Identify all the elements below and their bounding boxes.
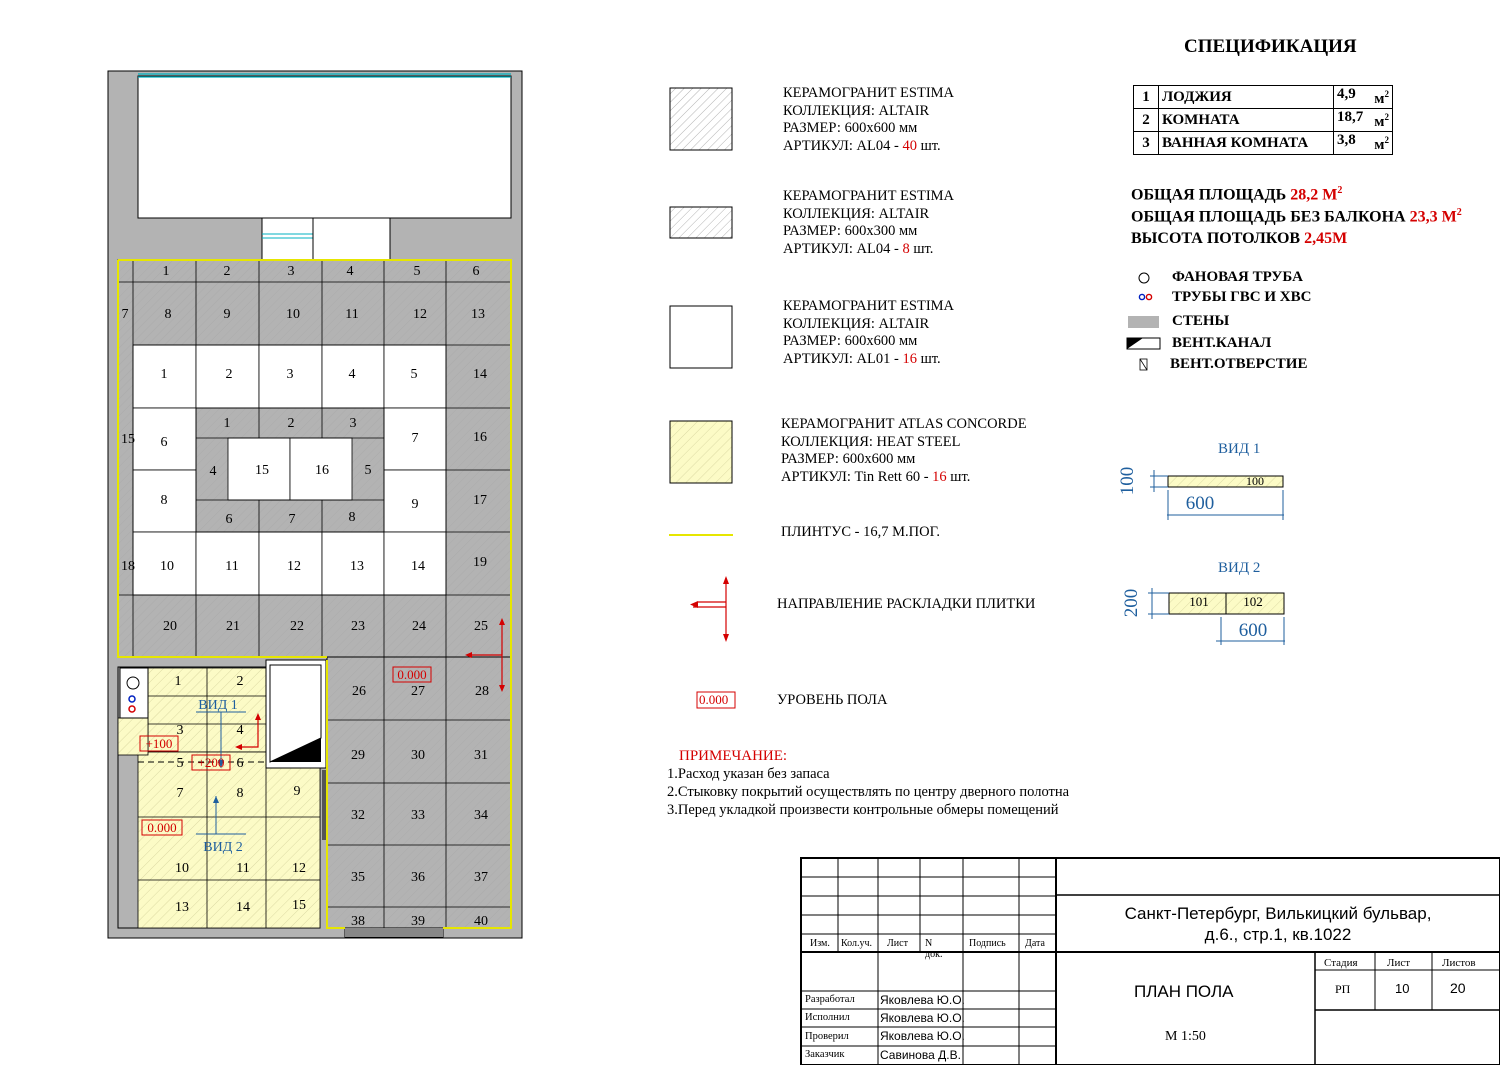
view1-width: 600 bbox=[1185, 493, 1215, 514]
plan-corr-34: 34 bbox=[474, 808, 488, 823]
spec-sup: 2 bbox=[1384, 135, 1389, 145]
plan-inner-top-2: 2 bbox=[287, 416, 295, 431]
cold-pipe-icon bbox=[1146, 294, 1151, 299]
plan-bath-view2: ВИД 2 bbox=[203, 840, 243, 855]
plan-row1-6: 6 bbox=[472, 264, 480, 279]
plan-row2-3: 10 bbox=[286, 307, 300, 322]
plan-inner-top-3: 3 bbox=[349, 416, 357, 431]
plan-inner-bot-1: 6 bbox=[225, 512, 233, 527]
plan-corr-38: 38 bbox=[351, 914, 365, 929]
plan-bath-1: 1 bbox=[174, 674, 182, 689]
tile1-brand: КЕРАМОГРАНИТ ESTIMA bbox=[783, 85, 955, 101]
plan-bath-level-b: +200 bbox=[197, 755, 225, 770]
plan-row7-3: 22 bbox=[290, 619, 304, 634]
spec-area-value: 4,9 bbox=[1337, 86, 1356, 102]
tile3-size: РАЗМЕР: 600х600 мм bbox=[783, 333, 918, 349]
plan-inner-mid-1: 4 bbox=[209, 464, 217, 479]
plan-row3-3: 3 bbox=[286, 367, 294, 382]
plan-row6-6: 19 bbox=[473, 555, 487, 570]
spec-area bbox=[1334, 132, 1393, 155]
symbol-vent-channel: ВЕНТ.КАНАЛ bbox=[1172, 335, 1272, 351]
plan-inner-bot-3: 8 bbox=[348, 510, 356, 525]
stamp-sheets-header: Листов bbox=[1442, 957, 1476, 969]
tile3-brand: КЕРАМОГРАНИТ ESTIMA bbox=[783, 298, 955, 314]
tile1-article-code: АРТИКУЛ: AL04 - bbox=[783, 137, 903, 154]
spec-row bbox=[1134, 86, 1393, 109]
tile2-article-code: АРТИКУЛ: AL04 - bbox=[783, 240, 903, 257]
spec-table bbox=[1133, 85, 1393, 155]
spec-row bbox=[1134, 132, 1393, 155]
plan-row6-5: 14 bbox=[411, 559, 425, 574]
plan-row1-4: 4 bbox=[346, 264, 354, 279]
plan-corr-36: 36 bbox=[411, 870, 425, 885]
tile4-unit: шт. bbox=[946, 468, 971, 485]
stamp-h-list: Лист bbox=[887, 938, 908, 949]
swatch-al04-600 bbox=[670, 88, 732, 150]
plan-left-8: 8 bbox=[160, 493, 168, 508]
plan-bath-level-c: 0.000 bbox=[147, 820, 177, 835]
tile4-article-code: АРТИКУЛ: Tin Rett 60 - bbox=[781, 468, 933, 485]
notes bbox=[667, 747, 1069, 819]
stamp-stage-header: Стадия bbox=[1324, 957, 1358, 969]
tile3-unit: шт. bbox=[916, 350, 941, 367]
spec-unit: м bbox=[1374, 91, 1385, 107]
plan-bath-7: 7 bbox=[176, 786, 184, 801]
plan-row7-1: 20 bbox=[163, 619, 177, 634]
tile1-size: РАЗМЕР: 600х600 мм bbox=[783, 120, 918, 136]
stamp-name-4: Савинова Д.В. bbox=[880, 1048, 961, 1062]
stamp-scale: М 1:50 bbox=[1165, 1029, 1206, 1044]
plan-corr-28: 28 bbox=[475, 684, 489, 699]
plan-row3-4: 4 bbox=[348, 367, 356, 382]
spec-name: ВАННАЯ КОМНАТА bbox=[1159, 132, 1334, 155]
plan-row2-6: 13 bbox=[471, 307, 485, 322]
plan-inner-bot-2: 7 bbox=[288, 512, 296, 527]
tile1-article bbox=[783, 138, 954, 156]
view2-tile-a-label: 101 bbox=[1189, 594, 1209, 609]
plan-row3-1: 1 bbox=[160, 367, 168, 382]
ceiling-height bbox=[1131, 230, 1347, 248]
plan-row1-2: 2 bbox=[223, 264, 231, 279]
plan-corr-35: 35 bbox=[351, 870, 365, 885]
total-area bbox=[1131, 185, 1342, 204]
fan-pipe-icon bbox=[1139, 273, 1149, 283]
plan-bath-2: 2 bbox=[236, 674, 244, 689]
tile3-article bbox=[783, 351, 954, 369]
plan-row2-1: 8 bbox=[164, 307, 172, 322]
spec-n: 2 bbox=[1134, 109, 1159, 132]
plan-row1-5: 5 bbox=[413, 264, 421, 279]
stamp-sheet-header: Лист bbox=[1387, 957, 1411, 969]
plan-side-18: 18 bbox=[121, 559, 135, 574]
plan-row3-2: 2 bbox=[225, 367, 233, 382]
plan-bath-level-a: +100 bbox=[145, 736, 173, 751]
stamp-name-3: Яковлева Ю.О. bbox=[880, 1029, 965, 1043]
view2-height: 200 bbox=[1121, 588, 1142, 618]
plan-bath-10: 10 bbox=[175, 861, 189, 876]
plan-bath-12: 12 bbox=[292, 861, 306, 876]
plan-inner-top-1: 1 bbox=[223, 416, 231, 431]
plan-row1-1: 1 bbox=[162, 264, 170, 279]
total-area-value: 28,2 М bbox=[1290, 186, 1338, 204]
plan-bath-3: 3 bbox=[176, 723, 184, 738]
plan-inner-mid-4: 5 bbox=[364, 463, 372, 478]
note-3: 3.Перед укладкой произвести контрольные обмеры помещений bbox=[667, 802, 1059, 818]
ceiling-label: ВЫСОТА ПОТОЛКОВ bbox=[1131, 230, 1301, 247]
plan-row7-4: 23 bbox=[351, 619, 365, 634]
plan-level-corr: 0.000 bbox=[397, 667, 427, 682]
stamp-role-2: Исполнил bbox=[805, 1012, 850, 1023]
spec-sup: 2 bbox=[1384, 112, 1389, 122]
legend-tile-1 bbox=[783, 85, 954, 155]
stamp-role-4: Заказчик bbox=[805, 1049, 845, 1060]
spec-sup: 2 bbox=[1384, 89, 1389, 99]
tile2-article bbox=[783, 241, 954, 259]
spec-area bbox=[1334, 109, 1393, 132]
plan-right-9: 9 bbox=[411, 497, 419, 512]
plan-row6-1: 10 bbox=[160, 559, 174, 574]
plan-row2-4: 11 bbox=[345, 307, 359, 322]
tile1-unit: шт. bbox=[916, 137, 941, 154]
symbol-pipes: ТРУБЫ ГВС И ХВС bbox=[1172, 289, 1312, 305]
spec-area-value: 3,8 bbox=[1337, 132, 1356, 148]
plan-bath-13: 13 bbox=[175, 900, 189, 915]
symbol-walls: СТЕНЫ bbox=[1172, 313, 1230, 329]
plan-side-7: 7 bbox=[121, 307, 129, 322]
stamp-name-1: Яковлева Ю.О. bbox=[880, 993, 965, 1007]
tile3-article-code: АРТИКУЛ: AL01 - bbox=[783, 350, 903, 367]
tile4-article bbox=[781, 469, 1027, 487]
stamp-address-2: д.6., стр.1, кв.1022 bbox=[1204, 925, 1352, 944]
stamp-address-1: Санкт-Петербург, Вилькицкий бульвар, bbox=[1124, 904, 1432, 923]
stamp-role-3: Проверил bbox=[805, 1031, 849, 1042]
plan-corr-39: 39 bbox=[411, 914, 425, 929]
view1-height: 100 bbox=[1117, 466, 1138, 496]
tile1-qty: 40 bbox=[902, 137, 917, 154]
plan-corr-29: 29 bbox=[351, 748, 365, 763]
view2-width: 600 bbox=[1238, 620, 1268, 641]
spec-area-value: 18,7 bbox=[1337, 109, 1364, 125]
note-2: 2.Стыковку покрытий осуществлять по центру дверного полотна bbox=[667, 784, 1070, 800]
plan-side-15: 15 bbox=[121, 432, 135, 447]
tile4-qty: 16 bbox=[932, 468, 947, 485]
spec-unit: м bbox=[1374, 137, 1385, 153]
plan-bath-9: 9 bbox=[293, 784, 301, 799]
legend-tile-2 bbox=[783, 188, 954, 258]
swatch-al04-300 bbox=[670, 207, 732, 238]
plan-inner-mid-3: 16 bbox=[315, 463, 329, 478]
legend-plinth: ПЛИНТУС - 16,7 М.ПОГ. bbox=[781, 524, 940, 540]
swatch-heat-steel bbox=[670, 421, 732, 483]
stamp-title: ПЛАН ПОЛА bbox=[1134, 982, 1234, 1001]
spec-title: СПЕЦИФИКАЦИЯ bbox=[1184, 36, 1357, 57]
stamp-sheets: 20 bbox=[1450, 980, 1466, 996]
stamp-h-izm: Изм. bbox=[810, 938, 830, 949]
legend-direction: НАПРАВЛЕНИЕ РАСКЛАДКИ ПЛИТКИ bbox=[777, 596, 1036, 612]
stamp-h-kol: Кол.уч. bbox=[841, 938, 873, 949]
notes-title: ПРИМЕЧАНИЕ: bbox=[679, 748, 788, 764]
plan-bath-view1: ВИД 1 bbox=[198, 698, 238, 713]
legend-tile-3 bbox=[783, 298, 954, 368]
stamp-stage: РП bbox=[1335, 982, 1351, 996]
plan-corr-30: 30 bbox=[411, 748, 425, 763]
vent-channel-icon bbox=[1127, 338, 1160, 349]
spec-area bbox=[1334, 86, 1393, 109]
tile2-collection: КОЛЛЕКЦИЯ: ALTAIR bbox=[783, 205, 930, 222]
plan-bath-14: 14 bbox=[236, 900, 250, 915]
plan-row6-2: 11 bbox=[225, 559, 239, 574]
plan-r17: 17 bbox=[473, 493, 487, 508]
total-nb-label: ОБЩАЯ ПЛОЩАДЬ БЕЗ БАЛКОНА bbox=[1131, 208, 1406, 226]
tile2-unit: шт. bbox=[909, 240, 934, 257]
view1-tile-label: 100 bbox=[1246, 474, 1264, 488]
plan-bath-5: 5 bbox=[176, 756, 184, 771]
plan-bath-4: 4 bbox=[236, 723, 244, 738]
plan-corr-31: 31 bbox=[474, 748, 488, 763]
spec-name: ЛОДЖИЯ bbox=[1159, 86, 1334, 109]
legend-level-value: 0.000 bbox=[699, 692, 729, 707]
spec-row bbox=[1134, 109, 1393, 132]
tile2-brand: КЕРАМОГРАНИТ ESTIMA bbox=[783, 188, 955, 204]
total-area-label: ОБЩАЯ ПЛОЩАДЬ bbox=[1131, 186, 1287, 204]
tile4-brand: КЕРАМОГРАНИТ ATLAS CONCORDE bbox=[781, 416, 1027, 432]
plan-row6-3: 12 bbox=[287, 559, 301, 574]
tile3-collection: КОЛЛЕКЦИЯ: ALTAIR bbox=[783, 315, 930, 332]
spec-n: 3 bbox=[1134, 132, 1159, 155]
tile1-collection: КОЛЛЕКЦИЯ: ALTAIR bbox=[783, 102, 930, 119]
plan-row7-2: 21 bbox=[226, 619, 240, 634]
vent-hole-icon bbox=[1140, 359, 1147, 370]
plan-bath-6: 6 bbox=[236, 756, 244, 771]
plan-corr-27: 27 bbox=[411, 684, 425, 699]
view2-title: ВИД 2 bbox=[1218, 560, 1261, 576]
spec-name: КОМНАТА bbox=[1159, 109, 1334, 132]
stamp-h-doc: N док. bbox=[925, 938, 943, 960]
view1-title: ВИД 1 bbox=[1218, 441, 1261, 457]
swatch-al01 bbox=[670, 306, 732, 368]
view2-tile-b-label: 102 bbox=[1243, 594, 1263, 609]
plan-left-6: 6 bbox=[160, 435, 168, 450]
stamp-sheet: 10 bbox=[1395, 981, 1410, 996]
plan-row7-5: 24 bbox=[412, 619, 426, 634]
plan-right-7: 7 bbox=[411, 431, 419, 446]
ceiling-value: 2,45М bbox=[1304, 230, 1348, 247]
total-area-no-balcony bbox=[1131, 207, 1462, 226]
plan-bath-11: 11 bbox=[236, 861, 250, 876]
tile3-qty: 16 bbox=[902, 350, 917, 367]
plan-inner-mid-2: 15 bbox=[255, 463, 269, 478]
plan-corr-32: 32 bbox=[351, 808, 365, 823]
plan-row2-5: 12 bbox=[413, 307, 427, 322]
total-nb-value: 23,3 М bbox=[1409, 208, 1457, 226]
plan-row1-3: 3 bbox=[287, 264, 295, 279]
total-area-sup: 2 bbox=[1337, 185, 1343, 196]
stamp-h-date: Дата bbox=[1025, 938, 1045, 949]
symbol-fan-pipe: ФАНОВАЯ ТРУБА bbox=[1172, 269, 1303, 285]
stamp-role-1: Разработал bbox=[805, 994, 855, 1005]
hot-pipe-icon bbox=[1139, 294, 1144, 299]
stamp-name-2: Яковлева Ю.О. bbox=[880, 1011, 965, 1025]
tile2-size: РАЗМЕР: 600х300 мм bbox=[783, 223, 918, 239]
tile2-qty: 8 bbox=[902, 240, 910, 257]
spec-n: 1 bbox=[1134, 86, 1159, 109]
plan-bath-15: 15 bbox=[292, 898, 306, 913]
tile4-size: РАЗМЕР: 600х600 мм bbox=[781, 451, 916, 467]
stamp-address bbox=[1056, 903, 1500, 945]
plan-bath-8: 8 bbox=[236, 786, 244, 801]
plan-row3-6: 14 bbox=[473, 367, 487, 382]
plan-row6-4: 13 bbox=[350, 559, 364, 574]
note-1: 1.Расход указан без запаса bbox=[667, 766, 830, 782]
stamp-h-sign: Подпись bbox=[969, 938, 1006, 949]
wall-icon bbox=[1128, 316, 1159, 328]
plan-corr-26: 26 bbox=[352, 684, 366, 699]
legend-tile-4 bbox=[781, 416, 1027, 486]
spec-unit: м bbox=[1374, 114, 1385, 130]
plan-r16: 16 bbox=[473, 430, 487, 445]
plan-corr-33: 33 bbox=[411, 808, 425, 823]
direction-arrows-icon bbox=[693, 578, 726, 640]
plan-row7-6: 25 bbox=[474, 619, 488, 634]
plan-row2-2: 9 bbox=[223, 307, 231, 322]
plan-corr-40: 40 bbox=[474, 914, 488, 929]
legend-level-label: УРОВЕНЬ ПОЛА bbox=[777, 692, 888, 708]
tile4-collection: КОЛЛЕКЦИЯ: HEAT STEEL bbox=[781, 433, 961, 450]
symbol-vent-hole: ВЕНТ.ОТВЕРСТИЕ bbox=[1170, 356, 1308, 372]
plan-row3-5: 5 bbox=[410, 367, 418, 382]
total-nb-sup: 2 bbox=[1456, 207, 1462, 218]
plan-corr-37: 37 bbox=[474, 870, 488, 885]
